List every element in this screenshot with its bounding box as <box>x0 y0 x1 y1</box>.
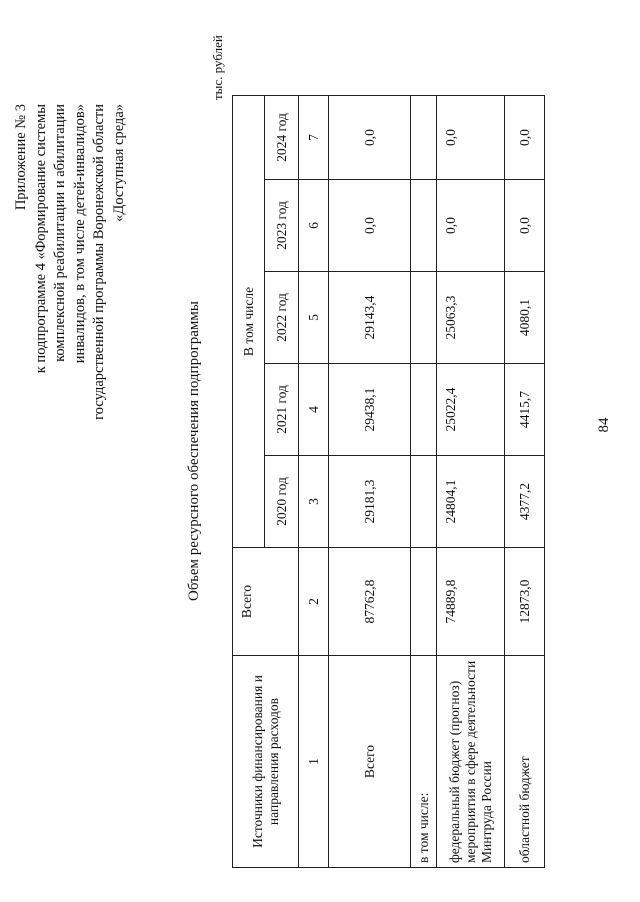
cell-value: 4377,2 <box>505 456 545 548</box>
cell-value: 74889,8 <box>437 548 505 656</box>
cell-value: 25022,4 <box>437 364 505 456</box>
appendix-line: «Доступная среда» <box>110 104 127 222</box>
empty-cell <box>411 364 437 456</box>
cell-value: 0,0 <box>437 180 505 272</box>
header-year: 2023 год <box>265 180 299 272</box>
table-row <box>437 96 505 868</box>
appendix-line: инвалидов, в том числе детей-инвалидов» <box>71 104 88 364</box>
cell-value: 29181,3 <box>329 456 411 548</box>
cell-value: 0,0 <box>505 180 545 272</box>
column-number: 7 <box>299 96 329 180</box>
cell-value: 25063,3 <box>437 272 505 364</box>
cell-value: 24804,1 <box>437 456 505 548</box>
cell-value: 87762,8 <box>329 548 411 656</box>
header-year: 2022 год <box>265 272 299 364</box>
column-number: 2 <box>299 548 329 656</box>
header-total: Всего <box>233 548 299 656</box>
table-row <box>411 96 437 868</box>
cell-value: 0,0 <box>505 96 545 180</box>
cell-value: 0,0 <box>329 96 411 180</box>
column-number: 5 <box>299 272 329 364</box>
row-label: в том числе: <box>411 656 437 868</box>
table-row <box>329 96 411 868</box>
header-year: 2024 год <box>265 96 299 180</box>
cell-value: 0,0 <box>437 96 505 180</box>
header-source: Источники финансирования и направления расходов <box>233 656 299 868</box>
cell-value: 4415,7 <box>505 364 545 456</box>
row-label: областной бюджет <box>505 656 545 868</box>
cell-value: 4080,1 <box>505 272 545 364</box>
page-number: 84 <box>596 417 612 433</box>
row-label: федеральный бюджет (прогноз) мероприятия в сфере деятельности Минтруда России <box>437 656 505 868</box>
header-row <box>233 96 265 868</box>
empty-cell <box>411 456 437 548</box>
cell-value: 0,0 <box>329 180 411 272</box>
resource-table <box>232 95 545 868</box>
column-number: 3 <box>299 456 329 548</box>
column-number: 4 <box>299 364 329 456</box>
header-year: 2021 год <box>265 364 299 456</box>
appendix-line: комплексной реабилитации и абилитации <box>52 104 68 362</box>
document-title: Объем ресурсного обеспечения подпрограммы <box>186 301 202 601</box>
appendix-line: Приложение № 3 <box>13 104 29 211</box>
cell-value: 29438,1 <box>329 364 411 456</box>
table-row <box>505 96 545 868</box>
units-label: тыс. рублей <box>210 35 225 100</box>
empty-cell <box>411 96 437 180</box>
appendix-line: государственной программы Воронежской области <box>91 104 107 420</box>
cell-value: 29143,4 <box>329 272 411 364</box>
column-number: 1 <box>299 656 329 868</box>
empty-cell <box>411 548 437 656</box>
row-label: Всего <box>329 656 411 868</box>
cell-value: 12873,0 <box>505 548 545 656</box>
header-year: 2020 год <box>265 456 299 548</box>
empty-cell <box>411 180 437 272</box>
appendix-note <box>12 104 129 420</box>
header-including: В том числе <box>233 96 265 548</box>
column-number: 6 <box>299 180 329 272</box>
column-number-row <box>299 96 329 868</box>
empty-cell <box>411 272 437 364</box>
appendix-line: к подпрограмме 4 «Формирование системы <box>32 104 49 374</box>
